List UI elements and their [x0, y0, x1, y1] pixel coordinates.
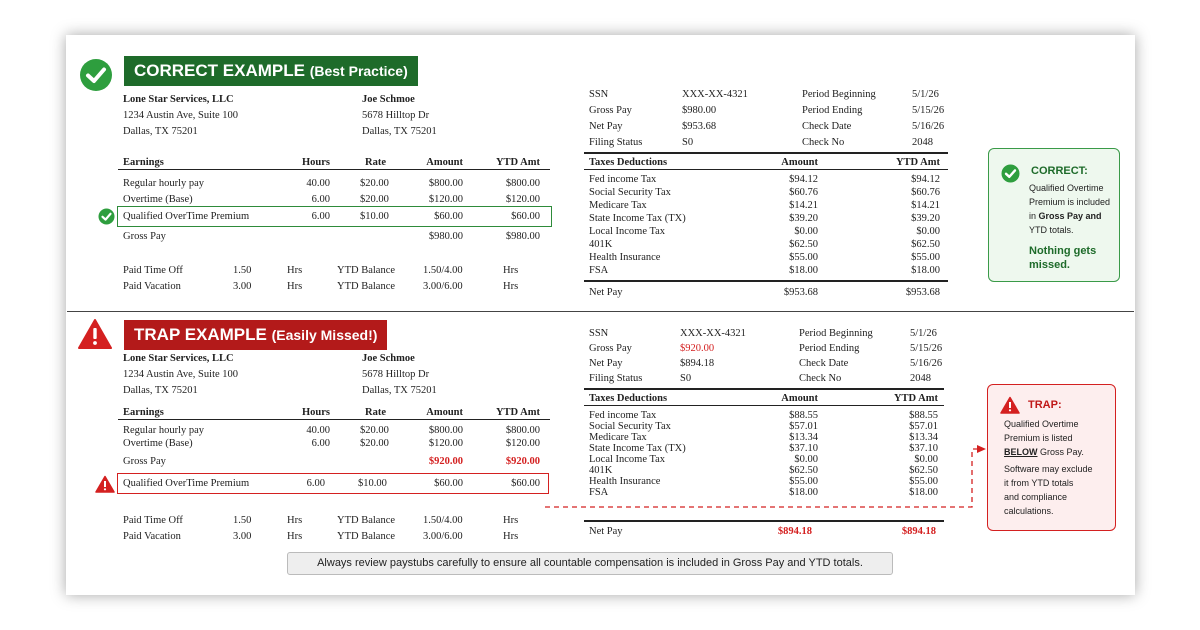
green-check-circle-icon	[79, 58, 113, 92]
employee-address-line1: 5678 Hilltop Dr	[362, 110, 430, 121]
trap-employer-address-line1: 1234 Austin Ave, Suite 100	[123, 369, 239, 380]
trap-employee-address-line2: Dallas, TX 75201	[362, 385, 437, 396]
trap-taxes-header: Taxes Deductions	[589, 393, 668, 404]
employee-name: Joe Schmoe	[362, 94, 415, 105]
tax-amount-header: Amount	[781, 157, 818, 168]
small-check-icon	[98, 208, 115, 225]
trap-tax-amount-header: Amount	[781, 393, 818, 404]
trap-tax-ytd-header: YTD Amt	[893, 393, 938, 404]
rate-header: Rate	[365, 157, 386, 168]
info-rule	[584, 152, 948, 154]
trap-employer-address-line2: Dallas, TX 75201	[123, 385, 198, 396]
section-divider	[67, 311, 1134, 312]
trap-callout-title: TRAP:	[1028, 399, 1062, 411]
trap-earnings-header: Earnings	[123, 407, 164, 418]
amount-header: Amount	[426, 157, 463, 168]
correct-callout	[988, 148, 1120, 282]
trap-employee-address-line1: 5678 Hilltop Dr	[362, 369, 430, 380]
trap-hours-header: Hours	[301, 407, 330, 418]
trap-taxes-header-rule	[584, 405, 944, 406]
callout-check-icon	[1001, 164, 1020, 183]
earnings-header-rule	[118, 169, 550, 170]
trap-rate-header: Rate	[365, 407, 386, 418]
employer-address-line2: Dallas, TX 75201	[123, 126, 198, 137]
employer-name: Lone Star Services, LLC	[123, 94, 234, 105]
callout-body: Qualified Overtime Premium is included in Gross Pay and YTD totals.	[1029, 183, 1111, 235]
taxes-header: Taxes Deductions	[589, 157, 668, 168]
net-pay-rule	[584, 280, 948, 282]
trap-net-pay-rule	[584, 520, 944, 522]
trap-callout	[987, 384, 1116, 531]
footer-note: Always review paystubs carefully to ensure all countable compensation is included in Gross Pay and YTD totals.	[287, 552, 893, 575]
callout-title: CORRECT:	[1031, 165, 1088, 177]
ytd-header: YTD Amt	[495, 157, 540, 168]
earnings-header: Earnings	[123, 157, 164, 168]
trap-callout-body: Qualified Overtime Premium is listed BELOW Gross Pay. Software may exclude it from YTD totals and compliance calculations.	[1004, 419, 1093, 516]
dashed-connector-arrow	[540, 445, 990, 515]
small-warning-icon	[95, 475, 115, 493]
trap-employer-name: Lone Star Services, LLC	[123, 353, 234, 364]
employee-address-line2: Dallas, TX 75201	[362, 126, 437, 137]
trap-earnings-header-rule	[118, 419, 550, 420]
trap-info-rule	[584, 388, 944, 390]
trap-example-banner: TRAP EXAMPLE (Easily Missed!)	[124, 320, 387, 350]
tax-ytd-header: YTD Amt	[895, 157, 940, 168]
hours-header: Hours	[301, 157, 330, 168]
taxes-header-rule	[584, 169, 948, 170]
trap-amount-header: Amount	[426, 407, 463, 418]
trap-employee-name: Joe Schmoe	[362, 353, 415, 364]
correct-example-banner: CORRECT EXAMPLE (Best Practice)	[124, 56, 418, 86]
employer-address-line1: 1234 Austin Ave, Suite 100	[123, 110, 239, 121]
callout-emphasis: Nothing gets missed.	[1029, 245, 1097, 271]
callout-warning-icon	[1000, 396, 1020, 414]
red-warning-triangle-icon	[78, 318, 112, 350]
trap-ytd-header: YTD Amt	[495, 407, 540, 418]
